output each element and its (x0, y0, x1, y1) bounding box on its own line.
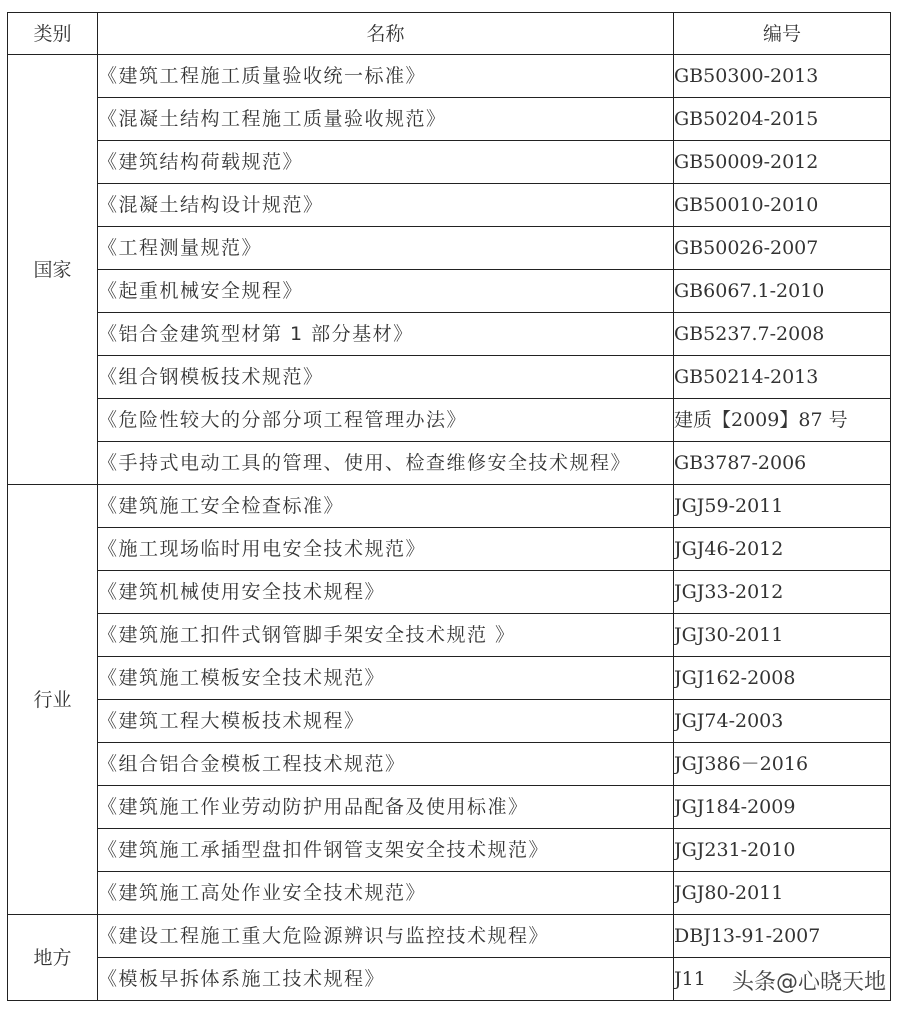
standard-name-cell: 《建筑施工模板安全技术规范》 (98, 657, 674, 700)
standard-code-cell: GB50009-2012 (674, 141, 891, 184)
table-row (8, 743, 891, 786)
standard-name-cell: 《建筑施工作业劳动防护用品配备及使用标准》 (98, 786, 674, 829)
table-row (8, 356, 891, 399)
standard-code-cell: JGJ80-2011 (674, 872, 891, 915)
table-row (8, 55, 891, 98)
standard-name-cell: 《混凝土结构设计规范》 (98, 184, 674, 227)
table-row (8, 528, 891, 571)
standard-name-cell: 《施工现场临时用电安全技术规范》 (98, 528, 674, 571)
standard-code-cell: JGJ184-2009 (674, 786, 891, 829)
standard-code-cell: GB5237.7-2008 (674, 313, 891, 356)
standard-code-cell: DBJ13-91-2007 (674, 915, 891, 958)
standard-name-cell: 《建筑工程施工质量验收统一标准》 (98, 55, 674, 98)
standard-name-cell: 《组合钢模板技术规范》 (98, 356, 674, 399)
table-row (8, 614, 891, 657)
table-row (8, 872, 891, 915)
table-row (8, 141, 891, 184)
category-cell: 国家 (8, 55, 98, 485)
standard-name-cell: 《建筑结构荷载规范》 (98, 141, 674, 184)
table-row (8, 227, 891, 270)
standard-name-cell: 《建筑施工承插型盘扣件钢管支架安全技术规范》 (98, 829, 674, 872)
standard-code-cell: JGJ30-2011 (674, 614, 891, 657)
table-row (8, 270, 891, 313)
standard-code-cell: JGJ46-2012 (674, 528, 891, 571)
standard-code-cell: JGJ386－2016 (674, 743, 891, 786)
table-row (8, 313, 891, 356)
watermark: 头条@心晓天地 (732, 965, 886, 996)
standard-name-cell: 《建设工程施工重大危险源辨识与监控技术规程》 (98, 915, 674, 958)
standard-name-cell: 《危险性较大的分部分项工程管理办法》 (98, 399, 674, 442)
table-row (8, 184, 891, 227)
standard-name-cell: 《建筑机械使用安全技术规程》 (98, 571, 674, 614)
standard-code-cell: GB50214-2013 (674, 356, 891, 399)
standard-name-cell: 《铝合金建筑型材第 1 部分基材》 (98, 313, 674, 356)
standard-name-cell: 《工程测量规范》 (98, 227, 674, 270)
standard-name-cell: 《建筑施工安全检查标准》 (98, 485, 674, 528)
standard-code-cell: JGJ59-2011 (674, 485, 891, 528)
table-body (8, 55, 891, 1001)
standard-code-cell: GB50026-2007 (674, 227, 891, 270)
table-row (8, 829, 891, 872)
standard-code-cell: GB50010-2010 (674, 184, 891, 227)
standard-code-cell: GB6067.1-2010 (674, 270, 891, 313)
standard-code-cell: JGJ231-2010 (674, 829, 891, 872)
category-cell: 地方 (8, 915, 98, 1001)
standards-table (7, 12, 891, 1001)
header-category: 类别 (8, 13, 98, 55)
standard-name-cell: 《建筑施工高处作业安全技术规范》 (98, 872, 674, 915)
standard-code-cell: GB50204-2015 (674, 98, 891, 141)
table-row (8, 98, 891, 141)
header-row (8, 13, 891, 55)
table-row (8, 571, 891, 614)
table-row (8, 485, 891, 528)
standard-name-cell: 《手持式电动工具的管理、使用、检查维修安全技术规程》 (98, 442, 674, 485)
header-name: 名称 (98, 13, 674, 55)
table-row (8, 442, 891, 485)
standard-code-cell: J11 (674, 958, 891, 1001)
standard-name-cell: 《混凝土结构工程施工质量验收规范》 (98, 98, 674, 141)
standard-name-cell: 《起重机械安全规程》 (98, 270, 674, 313)
standard-code-cell: JGJ74-2003 (674, 700, 891, 743)
standard-name-cell: 《建筑工程大模板技术规程》 (98, 700, 674, 743)
header-code: 编号 (674, 13, 891, 55)
standard-name-cell: 《模板早拆体系施工技术规程》 (98, 958, 674, 1001)
standard-code-cell: GB50300-2013 (674, 55, 891, 98)
standard-code-cell: JGJ33-2012 (674, 571, 891, 614)
table-row (8, 700, 891, 743)
table-row (8, 399, 891, 442)
table-row (8, 657, 891, 700)
table-row (8, 915, 891, 958)
standard-name-cell: 《组合铝合金模板工程技术规范》 (98, 743, 674, 786)
standard-code-cell: GB3787-2006 (674, 442, 891, 485)
standard-code-cell: 建质【2009】87 号 (674, 399, 891, 442)
standard-code-cell: JGJ162-2008 (674, 657, 891, 700)
table-row (8, 786, 891, 829)
category-cell: 行业 (8, 485, 98, 915)
standard-name-cell: 《建筑施工扣件式钢管脚手架安全技术规范 》 (98, 614, 674, 657)
